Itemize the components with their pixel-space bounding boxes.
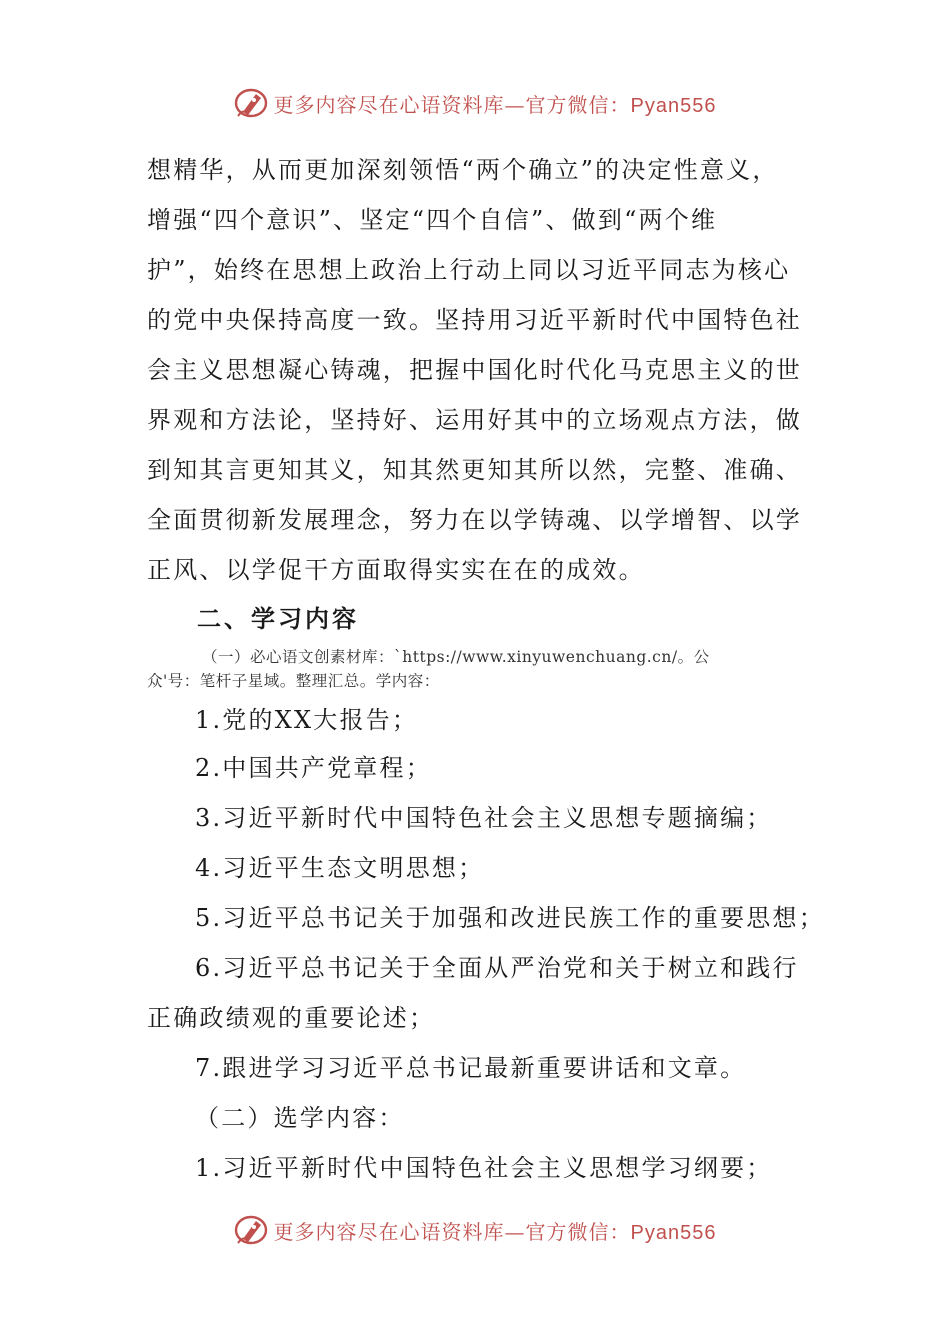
list-item: 4.习近平生态文明思想； xyxy=(195,854,485,882)
list-item-continuation: 正确政绩观的重要论述； xyxy=(147,1004,436,1032)
banner-wechat-id: Pyan556 xyxy=(630,1221,717,1244)
banner-wechat-label: 官方微信： xyxy=(525,1219,631,1244)
list-item: 2.中国共产党章程； xyxy=(195,754,432,782)
list-item: 6.习近平总书记关于全面从严治党和关于树立和践行 xyxy=(195,954,799,982)
paragraph-line: 界观和方法论，坚持好、运用好其中的立场观点方法，做 xyxy=(147,406,802,434)
list-item: 5.习近平总书记关于加强和改进民族工作的重要思想； xyxy=(195,904,825,932)
banner-text xyxy=(274,1216,717,1245)
subsection-heading: （二）选学内容： xyxy=(195,1104,405,1132)
section-heading: 二、学习内容 xyxy=(197,605,359,633)
list-item: 3.习近平新时代中国特色社会主义思想专题摘编； xyxy=(195,804,773,832)
footer-banner xyxy=(0,1210,950,1250)
paragraph-line: 到知其言更知其义，知其然更知其所以然，完整、准确、 xyxy=(147,456,802,484)
note-line: 众'号：笔杆子星域。整理汇总。学内容： xyxy=(147,672,440,690)
paragraph-line: 的党中央保持高度一致。坚持用习近平新时代中国特色社 xyxy=(147,306,802,334)
note-line: （一）必心语文创素材库：`https://www.xinyuwenchuang.cn/。公 xyxy=(202,648,710,666)
document-body xyxy=(147,0,825,1344)
paragraph-line: 想精华，从而更加深刻领悟“两个确立”的决定性意义， xyxy=(147,156,779,184)
banner-wechat-label: 官方微信： xyxy=(525,92,631,117)
pen-nib-logo-icon xyxy=(234,1212,270,1248)
paragraph-line: 增强“四个意识”、坚定“四个自信”、做到“两个维 xyxy=(147,206,718,234)
list-item: 1.党的XX大报告； xyxy=(195,706,419,734)
banner-wechat-id: Pyan556 xyxy=(630,94,717,117)
paragraph-line: 全面贯彻新发展理念，努力在以学铸魂、以学增智、以学 xyxy=(147,506,802,534)
paragraph-line: 护”，始终在思想上政治上行动上同以习近平同志为核心 xyxy=(147,256,791,284)
paragraph-line: 正风、以学促干方面取得实实在在的成效。 xyxy=(147,556,645,584)
banner-prefix: 更多内容尽在心语资料库— xyxy=(273,92,526,117)
list-item: 7.跟进学习习近平总书记最新重要讲话和文章。 xyxy=(195,1054,747,1082)
list-item: 1.习近平新时代中国特色社会主义思想学习纲要； xyxy=(195,1154,773,1182)
banner-prefix: 更多内容尽在心语资料库— xyxy=(273,1219,526,1244)
paragraph-line: 会主义思想凝心铸魂，把握中国化时代化马克思主义的世 xyxy=(147,356,802,384)
